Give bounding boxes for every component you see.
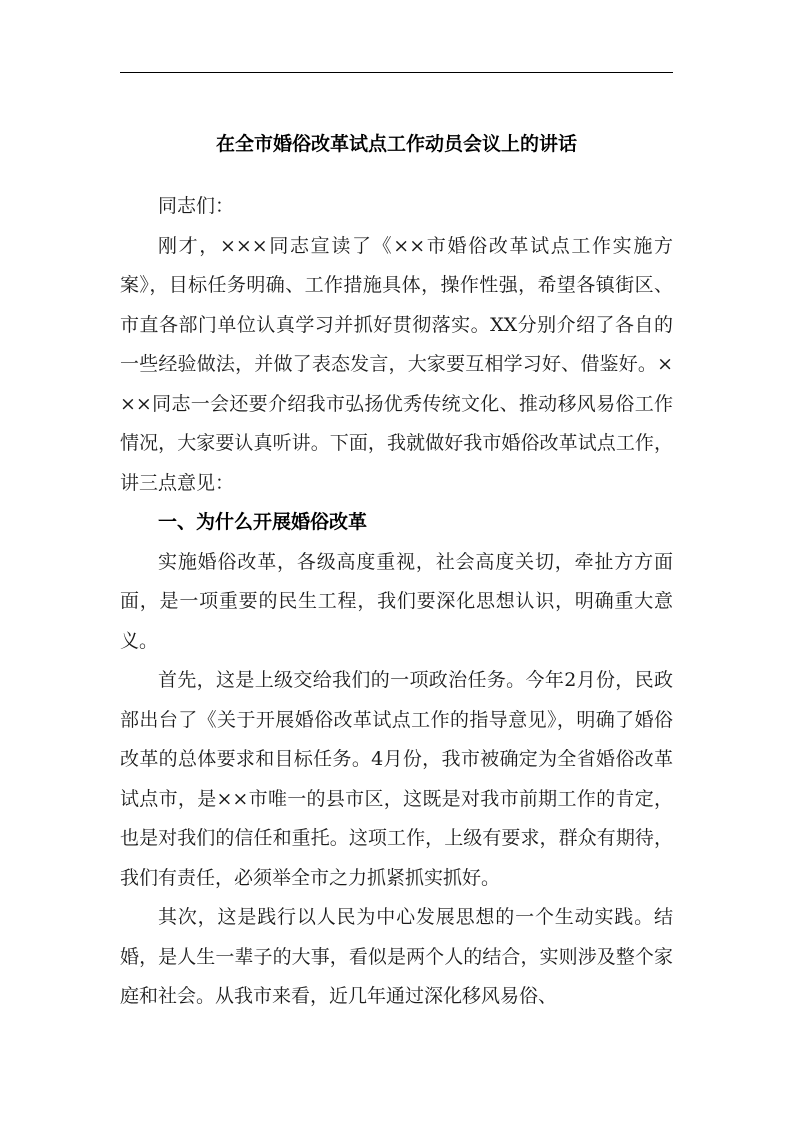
document-title: 在全市婚俗改革试点工作动员会议上的讲话 <box>215 133 577 155</box>
paragraph-second: 其次，这是践行以人民为中心发展思想的一个生动实践。结婚，是人生一辈子的大事，看似是两个人的结合，实则涉及整个家庭和社会。从我市来看，近几年通过深化移风易俗、 <box>120 906 673 1007</box>
header-rule <box>120 72 673 73</box>
paragraph-significance: 实施婚俗改革，各级高度重视，社会高度关切，牵扯方方面面，是一项重要的民生工程，我们要深化思想认识，明确重大意义。 <box>120 550 673 652</box>
paragraph-first: 首先，这是上级交给我们的一项政治任务。今年2月份，民政部出台了《关于开展婚俗改革试点工作的指导意见》，明确了婚俗改革的总体要求和目标任务。4月份，我市被确定为全省婚俗改革试点市，是××市唯一的县市区，这既是对我市前期工作的肯定，也是对我们的信任和重托。这项工作，上级有要求，群众有期待，我们有责任，必须举全市之力抓紧抓实抓好。 <box>120 669 673 889</box>
salutation: 同志们： <box>158 195 235 217</box>
document-body <box>120 187 673 1017</box>
paragraph-intro: 刚才，×××同志宣读了《××市婚俗改革试点工作实施方案》，目标任务明确、工作措施具体，操作性强，希望各镇街区、市直各部门单位认真学习并抓好贯彻落实。XX分别介绍了各自的一些经验做法，并做了表态发言，大家要互相学习好、借鉴好。×××同志一会还要介绍我市弘扬优秀传统文化、推动移风易俗工作情况，大家要认真听讲。下面，我就做好我市婚俗改革试点工作，讲三点意见： <box>120 234 673 494</box>
section-heading-1: 一、为什么开展婚俗改革 <box>158 511 368 533</box>
